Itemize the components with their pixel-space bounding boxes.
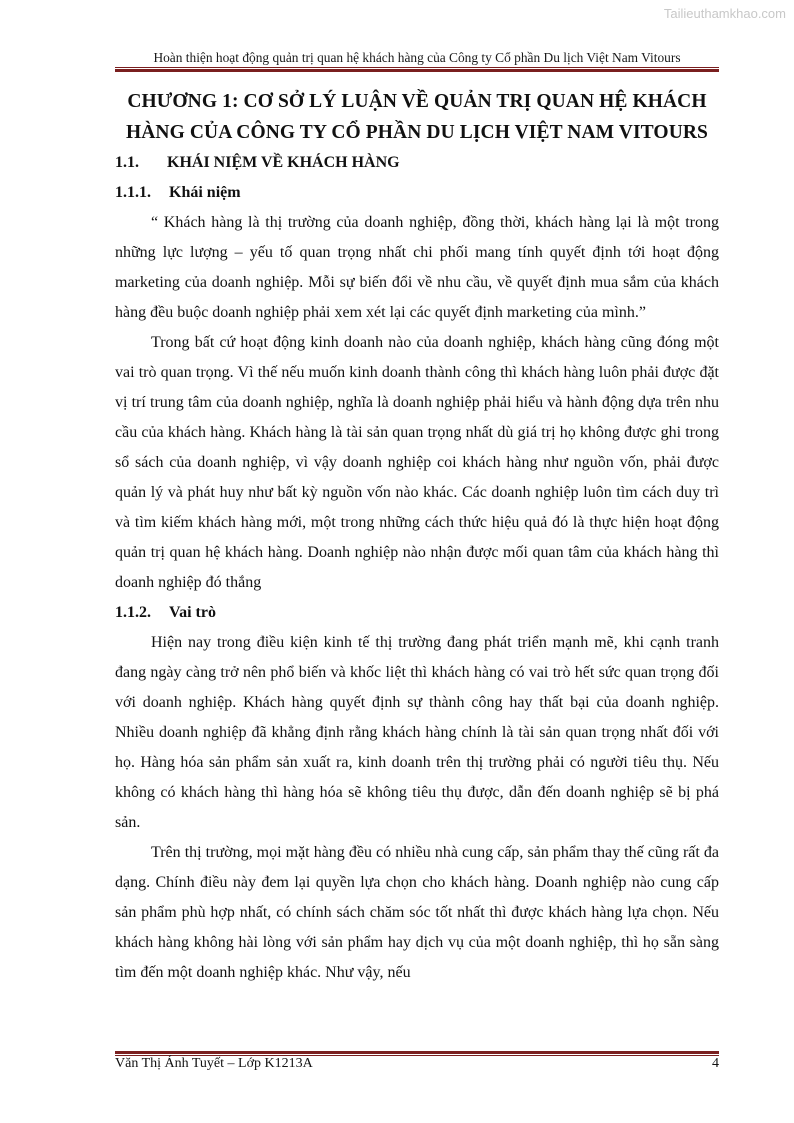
chapter-title	[115, 86, 719, 148]
page-footer	[115, 1056, 719, 1072]
chapter-title-line-2: HÀNG CỦA CÔNG TY CỔ PHẦN DU LỊCH VIỆT NAM VITOURS	[125, 122, 709, 143]
subsection-title: Vai trò	[169, 604, 216, 621]
footer-author: Văn Thị Ánh Tuyết – Lớp K1213A	[115, 1056, 313, 1071]
subsection-number: 1.1.1.	[115, 184, 151, 201]
subsection-heading-1-1-2	[115, 598, 719, 628]
subsection-heading-1-1-1	[115, 178, 719, 208]
paragraph: Hiện nay trong điều kiện kinh tế thị trường đang phát triển mạnh mẽ, khi cạnh tranh đang ngày càng trở nên phổ biến và khốc liệt thì khách hàng có vai trò hết sức quan trọng đối với doanh nghiệp. Khách hàng quyết định sự thành công hay thất bại của doanh nghiệp. Nhiều doanh nghiệp đã khẳng định rằng khách hàng chính là tài sản quan trọng nhất đối với họ. Hàng hóa sản phẩm sản xuất ra, kinh doanh trên thị trường phải có người tiêu thụ. Nếu không có khách hàng thì hàng hóa sẽ không tiêu thụ được, dẫn đến doanh nghiệp sẽ bị phá sản.	[115, 634, 719, 831]
section-heading-1-1	[115, 148, 719, 178]
subsection-number: 1.1.2.	[115, 604, 151, 621]
paragraph-quote: “ Khách hàng là thị trường của doanh nghiệp, đồng thời, khách hàng lại là một trong những lực lượng – yếu tố quan trọng nhất chi phối mang tính quyết định tới hoạt động marketing của doanh nghiệp. Mỗi sự biến đổi về nhu cầu, về quyết định mua sắm của khách hàng đều buộc doanh nghiệp phải xem xét lại các quyết định marketing của mình.”	[115, 214, 719, 321]
page-content	[115, 86, 719, 988]
chapter-title-line-1: CHƯƠNG 1: CƠ SỞ LÝ LUẬN VỀ QUẢN TRỊ QUAN HỆ KHÁCH	[127, 91, 707, 112]
running-header: Hoàn thiện hoạt động quản trị quan hệ khách hàng của Công ty Cổ phần Du lịch Việt Nam Vitours	[153, 50, 681, 65]
section-title: KHÁI NIỆM VỀ KHÁCH HÀNG	[167, 154, 400, 171]
watermark-text: Tailieuthamkhao.com	[663, 6, 786, 21]
paragraph: Trên thị trường, mọi mặt hàng đều có nhiều nhà cung cấp, sản phẩm thay thế cũng rất đa dạng. Chính điều này đem lại quyền lựa chọn cho khách hàng. Doanh nghiệp nào cung cấp sản phẩm phù hợp nhất, có chính sách chăm sóc tốt nhất thì được khách hàng lựa chọn. Nếu khách hàng không hài lòng với sản phẩm hay dịch vụ của một doanh nghiệp, thì họ sẵn sàng tìm đến một doanh nghiệp khác. Như vậy, nếu	[115, 844, 719, 981]
subsection-title: Khái niệm	[169, 184, 241, 201]
section-number: 1.1.	[115, 154, 139, 171]
paragraph: Trong bất cứ hoạt động kinh doanh nào của doanh nghiệp, khách hàng cũng đóng một vai trò quan trọng. Vì thế nếu muốn kinh doanh thành công thì khách hàng luôn phải được đặt vị trí trung tâm của doanh nghiệp, nghĩa là doanh nghiệp phải hiểu và hành động dựa trên nhu cầu của khách hàng. Khách hàng là tài sản quan trọng nhất dù giá trị họ không được ghi trong sổ sách của doanh nghiệp, vì vậy doanh nghiệp coi khách hàng như nguồn vốn, phải được quản lý và phát huy như bất kỳ nguồn vốn nào khác. Các doanh nghiệp luôn tìm cách duy trì và tìm kiếm khách hàng mới, một trong những cách thức hiệu quả đó là thực hiện hoạt động quản trị quan hệ khách hàng. Doanh nghiệp nào nhận được mối quan tâm của khách hàng thì doanh nghiệp đó thắng	[115, 334, 719, 591]
header-rule	[115, 67, 719, 72]
page-number: 4	[712, 1056, 719, 1071]
